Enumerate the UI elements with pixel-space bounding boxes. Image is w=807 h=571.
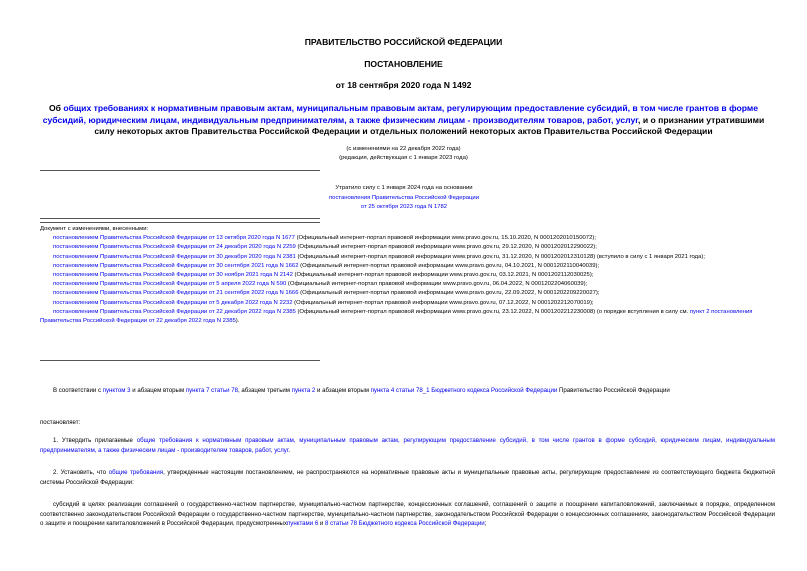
document-title bbox=[36, 103, 771, 138]
divider bbox=[40, 360, 320, 361]
divider bbox=[40, 170, 320, 171]
link-general-requirements[interactable]: общие требования к нормативным правовым актам, муниципальным правовым актам, регулирующим предоставление субсидий, в том числе грантов в форме субсидий, юридическим лицам, индивидуальным предпринимателям, а также физическим лицам - производителям товаров, работ, услуг bbox=[40, 437, 775, 454]
list-item: постановлением Правительства Российской Федерации от 30 ноября 2021 года N 2142 (Официальный интернет-портал правовой информации www.pravo.gov.ru, 03.12.2021, N 0001202112030025); bbox=[53, 272, 594, 279]
change-link[interactable]: постановлением Правительства Российской Федерации от 22 декабря 2022 года N 2385 bbox=[53, 308, 296, 315]
link-punkt-2[interactable]: пункта 2 bbox=[291, 387, 316, 394]
paragraph-resolves: постановляет: bbox=[40, 419, 81, 426]
list-item: постановлением Правительства Российской Федерации от 21 сентября 2022 года N 1666 (Официальный интернет-портал правовой информации www.pravo.gov.ru, 22.09.2022, N 0001202209220027); bbox=[53, 290, 600, 297]
link-general-requirements-2[interactable]: общие требования bbox=[108, 469, 164, 476]
change-link[interactable]: постановлением Правительства Российской Федерации от 5 апреля 2022 года N 590 bbox=[53, 281, 287, 288]
list-item: постановлением Правительства Российской Федерации от 24 декабря 2020 года N 2259 (Официальный интернет-портал правовой информации www.pravo.gov.ru, 29.12.2020, N 0001202012290022); bbox=[53, 244, 597, 251]
change-link[interactable]: постановлением Правительства Российской Федерации от 30 декабря 2020 года N 2381 bbox=[53, 253, 296, 260]
link-punkt-6[interactable]: пунктами 6 bbox=[287, 520, 319, 528]
document-type: ПОСТАНОВЛЕНИЕ bbox=[364, 59, 443, 69]
change-link[interactable]: постановлением Правительства Российской Федерации от 21 сентября 2022 года N 1666 bbox=[53, 290, 299, 297]
changes-list bbox=[40, 225, 775, 326]
list-item: постановлением Правительства Российской Федерации от 30 декабря 2020 года N 2381 (Официальный интернет-портал правовой информации www.pravo.gov.ru, 31.12.2020, N 0001202012310128) (вступило в силу с 1 января 2021 года); bbox=[53, 253, 705, 260]
title-suffix: , и о признании утратившими силу некоторых актов Правительства Российской Федерации и отдельных положений некоторых актов Правительства Российской Федерации bbox=[94, 114, 765, 136]
lost-force-block bbox=[260, 184, 548, 213]
lost-force-text: Утратило силу с 1 января 2024 года на основании bbox=[335, 185, 473, 191]
list-item: постановлением Правительства Российской Федерации от 5 декабря 2022 года N 2232 (Официальный интернет-портал правовой информации www.pravo.gov.ru, 07.12.2022, N 0001202212070019); bbox=[53, 299, 594, 306]
list-item: постановлением Правительства Российской Федерации от 22 декабря 2022 года N 2385 (Официальный интернет-портал правовой информации www.pravo.gov.ru, 23.12.2022, N 0001202212230008) (о порядке вступления в силу см. пункт 2 постановления Правительства Российской Федерации от 22 декабря 2022 года N 2385). bbox=[40, 308, 753, 325]
change-link[interactable]: постановлением Правительства Российской Федерации от 24 декабря 2020 года N 2259 bbox=[53, 244, 296, 251]
list-item: постановлением Правительства Российской Федерации от 13 октября 2020 года N 1677 (Официальный интернет-портал правовой информации www.pravo.gov.ru, 15.10.2020, N 0001202010150072); bbox=[53, 235, 596, 242]
change-link[interactable]: постановлением Правительства Российской Федерации от 13 октября 2020 года N 1677 bbox=[53, 235, 295, 242]
link-punkt-8-st-78[interactable]: 8 статьи 78 Бюджетного кодекса Российской Федерации bbox=[325, 520, 485, 528]
lost-force-link-1[interactable]: постановления Правительства Российской Федерации bbox=[328, 194, 480, 201]
title-link[interactable]: общих требованиях к нормативным правовым актам, муниципальным правовым актам, регулирующим предоставление субсидий, в том числе грантов в форме субсидий, юридическим лицам, индивидуальным предпринимателям, а также физическим лицам - производителям товаров, работ, услуг bbox=[42, 103, 759, 125]
link-budget-code[interactable]: пункта 4 статьи 78_1 Бюджетного кодекса Российской Федерации bbox=[370, 387, 558, 394]
divider bbox=[40, 222, 320, 223]
changes-intro: Документ с изменениями, внесенными: bbox=[40, 226, 149, 232]
link-punkt-7-st-78[interactable]: пункта 7 статьи 78 bbox=[185, 387, 239, 394]
change-link[interactable]: постановлением Правительства Российской Федерации от 30 ноября 2021 года N 2142 bbox=[53, 272, 293, 279]
paragraph-1: 1. Утвердить прилагаемые общие требования к нормативным правовым актам, муниципальным правовым актам, регулирующим предоставление субсидий, в том числе грантов в форме субсидий, юридическим лицам, индивидуальным предпринимателям, а также физическим лицам - производителям товаров, работ, услуг. bbox=[40, 437, 775, 454]
change-link[interactable]: постановлением Правительства Российской Федерации от 5 декабря 2022 года N 2232 bbox=[53, 299, 293, 306]
title-prefix: Об bbox=[48, 103, 64, 113]
list-item: постановлением Правительства Российской Федерации от 5 апреля 2022 года N 590 (Официальный интернет-портал правовой информации www.pravo.gov.ru, 06.04.2022, N 0001202204060039); bbox=[53, 281, 588, 288]
change-link[interactable]: пункт 2 постановления Правительства Российской Федерации от 22 декабря 2022 года N 2385 bbox=[40, 308, 753, 325]
paragraph-2: 2. Установить, что общие требования, утвержденные настоящим постановлением, не распространяются на нормативные правовые акты и муниципальные правовые акты, регулирующие предоставление из соответствующего бюджета бюджетной системы Российской Федерации: bbox=[40, 469, 775, 486]
edition-changes: (с изменениями на 22 декабря 2022 года) bbox=[346, 146, 461, 152]
government-header: ПРАВИТЕЛЬСТВО РОССИЙСКОЙ ФЕДЕРАЦИИ bbox=[304, 37, 503, 47]
link-punkt-3[interactable]: пунктом 3 bbox=[102, 387, 131, 394]
paragraph-subsidies: субсидий в целях реализации соглашений о государственно-частном партнерстве, муниципально-частном партнерстве, концессионных соглашений, соглашений о защите и поощрении капиталовложений, заключаемых в порядке, определенном соответственно законодательством Российской Федерации о государственно-частном партнерстве, муниципально-частном партнерстве, законодательством Российской Федерации о концессионных соглашениях, законодательством Российской Федерации о защите и поощрении капиталовложений в Российской Федерации, предусмотренныхпунктами 6 и 8 статьи 78 Бюджетного кодекса Российской Федерации; bbox=[40, 501, 775, 528]
divider bbox=[40, 218, 320, 219]
list-item: постановлением Правительства Российской Федерации от 30 сентября 2021 года N 1662 (Официальный интернет-портал правовой информации www.pravo.gov.ru, 04.10.2021, N 0001202110040039); bbox=[53, 262, 600, 269]
paragraph-basis: В соответствии с пунктом 3 и абзацем вторым пункта 7 статьи 78, абзацем третьим пункта 2 и абзацем вторым пункта 4 статьи 78_1 Бюджетного кодекса Российской Федерации Правительство Российской Федерации bbox=[53, 387, 670, 394]
change-link[interactable]: постановлением Правительства Российской Федерации от 30 сентября 2021 года N 1662 bbox=[53, 262, 299, 269]
document-date: от 18 сентября 2020 года N 1492 bbox=[335, 80, 472, 90]
edition-current: (редакция, действующая с 1 января 2023 года) bbox=[339, 155, 468, 161]
lost-force-link-2[interactable]: от 25 октября 2023 года N 1782 bbox=[360, 204, 448, 210]
